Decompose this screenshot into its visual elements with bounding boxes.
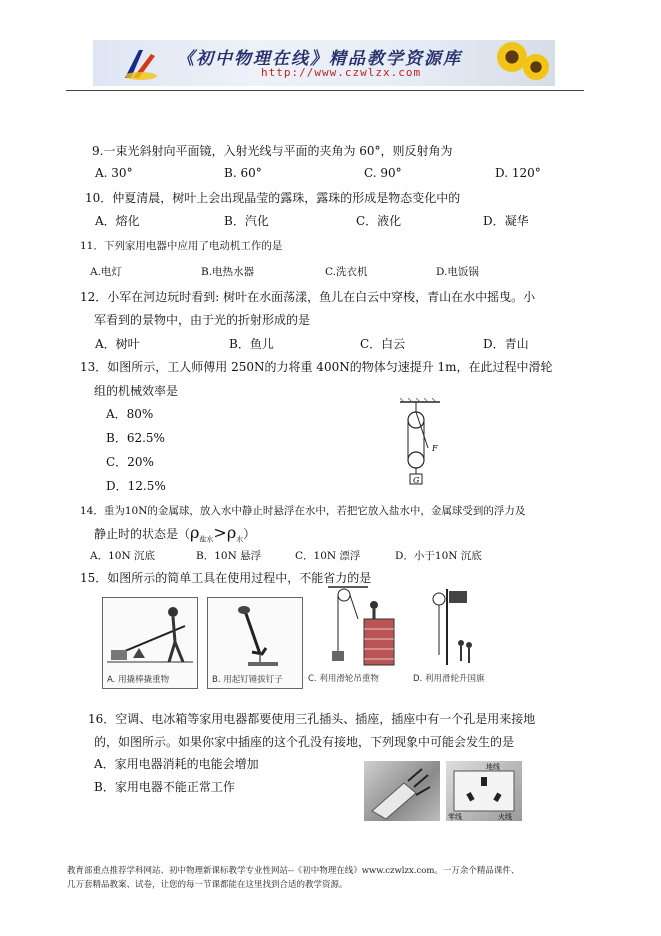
q11-stem: 11．下列家用电器中应用了电动机工作的是 [80,240,283,252]
q10-option-d: D．凝华 [483,214,529,228]
greater-than-symbol: > [213,523,227,542]
q14-stem-prefix: 静止时的状态是（ [94,527,191,541]
rho-symbol: ρ [226,523,237,542]
q14-option-a: A．10N 沉底 [90,550,155,562]
rho-water-subscript: 水 [236,535,244,544]
q12-option-d: D．青山 [483,337,529,351]
q14-option-d: D．小于10N 沉底 [395,550,482,562]
footer-line1: 教育部重点推荐学科网站、初中物理新课标教学专业性网站--《初中物理在线》www.czwlzx.com。一万余个精品课件、 [67,866,520,876]
q13-option-b: B．62.5% [106,431,165,445]
header-rule [66,90,584,91]
q10-option-a: A．熔化 [95,214,140,228]
force-label: F [432,444,438,453]
q10-option-b: B．汽化 [224,214,269,228]
weight-label: G [413,476,420,485]
q14-option-c: C．10N 漂浮 [295,550,361,562]
q15-figure-a [102,597,198,689]
q10-stem: 10．仲夏清晨，树叶上会出现晶莹的露珠，露珠的形成是物态变化中的 [85,191,461,205]
q10-option-c: C．液化 [356,214,402,228]
socket-icon [446,761,522,821]
q16-stem-line1: 16．空调、电冰箱等家用电器都要使用三孔插头、插座，插座中有一个孔是用来接地 [88,712,536,726]
rho-salt-subscript: 盐水 [199,535,214,544]
q15-caption-c: C. 利用滑轮吊重物 [308,674,379,684]
plug-icon [364,761,440,821]
q13-stem-line1: 13．如图所示，工人师傅用 250N的力将重 400N的物体匀速提升 1m，在此过程中滑轮 [80,360,553,374]
ground-label: 地线 [486,763,500,771]
q11-option-c: C.洗衣机 [325,266,368,278]
live-label: 火线 [498,813,512,821]
footer-line2: 几万套精品教案、试卷，让您的每一节课都能在这里找到合适的教学资源。 [67,880,348,890]
q15-figure-c [308,585,406,687]
q13-option-a: A．80% [106,407,154,421]
q15-caption-b: B. 用起钉锤拔钉子 [212,675,283,685]
q12-option-a: A．树叶 [95,337,140,351]
q11-option-d: D.电饭锅 [436,266,479,278]
three-prong-plug-photo [364,761,440,821]
q12-option-b: B．鱼儿 [229,337,274,351]
q15-figure-b [207,597,303,689]
q9-option-c: C. 90° [364,166,402,180]
q15-figure-d [411,585,509,687]
sunflower-icon [523,54,549,80]
banner-url: http://www.czwlzx.com [261,66,422,79]
crowbar-lever-icon [103,598,197,670]
q16-option-a: A．家用电器消耗的电能会增加 [94,757,259,771]
q12-stem-line1: 12．小军在河边玩时看到: 树叶在水面荡漾，鱼儿在白云中穿梭，青山在水中摇曳。小 [80,290,536,304]
q16-option-b: B．家用电器不能正常工作 [94,780,235,794]
banner-title: 《初中物理在线》精品教学资源库 [177,49,462,69]
claw-hammer-icon [208,598,302,670]
q14-option-b: B．10N 悬浮 [196,550,262,562]
q11-option-b: B.电热水器 [201,266,255,278]
q9-stem: 9.一束光斜射向平面镜，入射光线与平面的夹角为 60°，则反射角为 [92,144,453,158]
header-banner [93,40,555,86]
q14-stem-line2 [94,525,255,547]
q13-stem-line2: 组的机械效率是 [94,384,179,398]
q15-caption-d: D. 利用滑轮升国旗 [413,674,485,684]
neutral-label: 零线 [448,813,462,821]
q13-option-d: D．12.5% [106,479,166,493]
socket-diagram-photo [446,761,522,821]
flagpole-pulley-icon [411,585,509,669]
q13-option-c: C．20% [106,455,154,469]
q9-option-a: A. 30° [95,166,133,180]
pulley-system-figure [396,398,446,488]
q16-stem-line2: 的，如图所示。如果你家中插座的这个孔没有接地，下列现象中可能会发生的是 [94,735,515,749]
q12-stem-line2: 军看到的景物中，由于光的折射形成的是 [94,313,311,327]
q15-stem: 15．如图所示的简单工具在使用过程中，不能省力的是 [80,571,372,585]
q14-stem-line1: 14．重为10N的金属球，放入水中静止时悬浮在水中，若把它放入盐水中，金属球受到的浮力及 [80,505,526,517]
q9-option-d: D. 120° [495,166,541,180]
q14-stem-suffix: ） [243,527,256,541]
q15-caption-a: A. 用撬棒撬重物 [107,675,170,685]
rho-symbol: ρ [190,523,200,542]
q9-option-b: B. 60° [224,166,262,180]
q11-option-a: A.电灯 [90,266,122,278]
site-logo-icon [121,44,161,82]
fixed-pulley-icon [308,585,406,669]
q12-option-c: C．白云 [360,337,406,351]
